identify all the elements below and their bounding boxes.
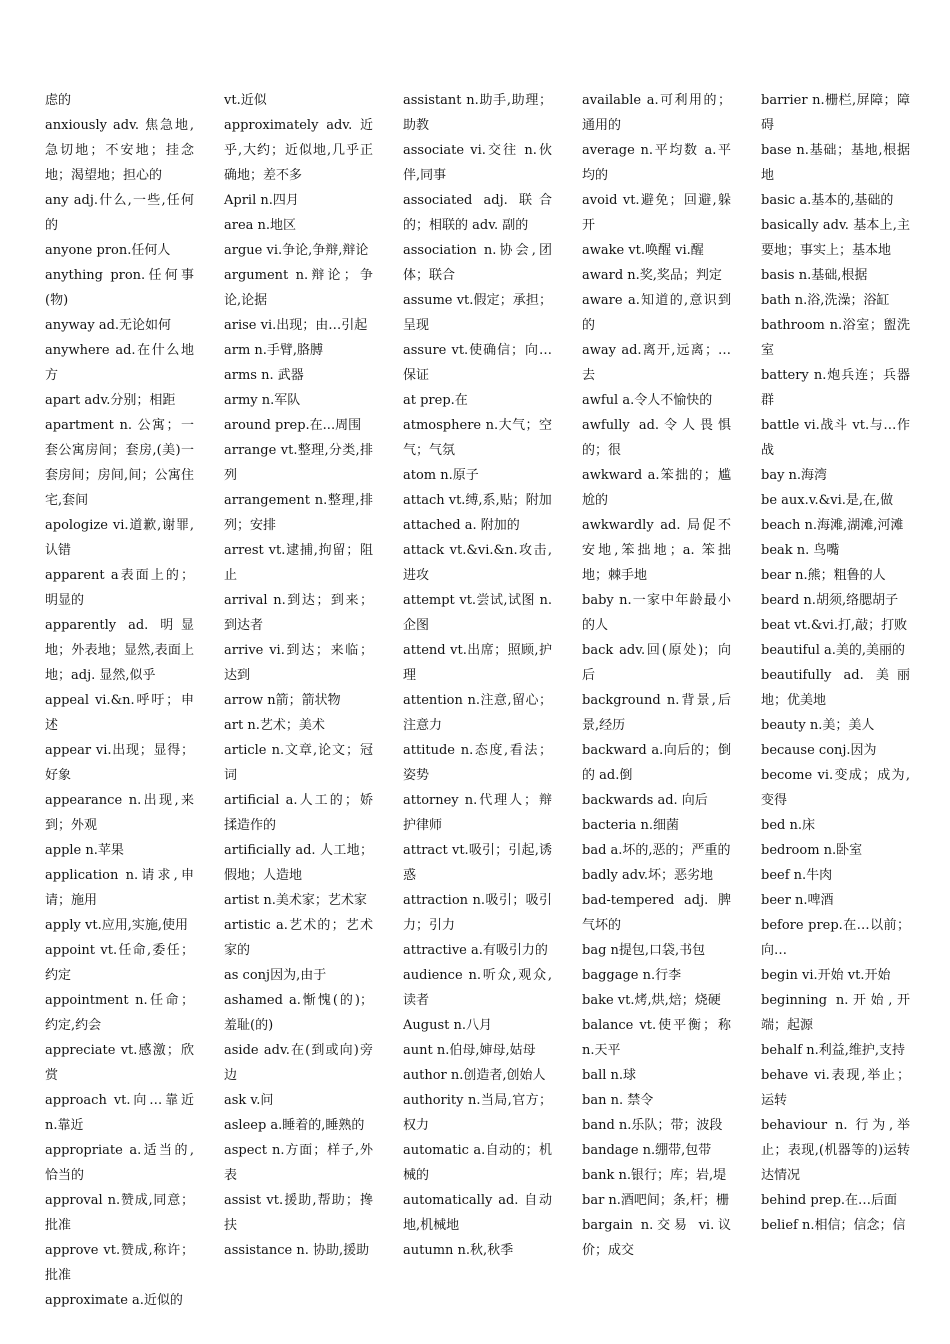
- vocab-entry: as conj因为,由于: [224, 968, 327, 983]
- vocab-entry: appointment n.任命；约定,约会: [45, 993, 194, 1033]
- vocab-entry: belief n.相信；信念；信: [761, 1218, 906, 1233]
- vocab-entry: battery n.炮兵连；兵器群: [761, 368, 910, 408]
- vocab-entry: appear vi.出现；显得；好象: [45, 743, 194, 783]
- vocab-entry: 虑的: [45, 93, 72, 108]
- vocab-entry: apologize vi.道歉,谢罪,认错: [45, 518, 194, 558]
- vocab-entry: assure vt.使确信；向…保证: [403, 343, 552, 383]
- vocab-entry: attitude n.态度,看法；姿势: [403, 743, 552, 783]
- vocab-entry: band n.乐队；带；波段: [582, 1118, 723, 1133]
- vocab-entry: beer n.啤酒: [761, 893, 834, 908]
- vocab-entry: beginning n.开始,开端；起源: [761, 993, 910, 1033]
- vocab-entry: backwards ad. 向后: [582, 793, 708, 808]
- vocab-entry: aspect n.方面；样子,外表: [224, 1143, 373, 1183]
- vocab-entry: associated adj. 联合的；相联的 adv. 副的: [403, 193, 552, 233]
- vocab-entry: awake vt.唤醒 vi.醒: [582, 243, 704, 258]
- vocab-entry: appreciate vt.感激；欣赏: [45, 1043, 194, 1083]
- column-5: [761, 88, 910, 1313]
- vocab-entry: bank n.银行；库；岩,堤: [582, 1168, 727, 1183]
- vocab-entry: beard n.胡须,络腮胡子: [761, 593, 899, 608]
- vocab-entry: assume vt.假定；承担；呈现: [403, 293, 552, 333]
- vocab-entry: appeal vi.&n.呼吁；申述: [45, 693, 194, 733]
- vocab-entry: arm n.手臂,胳膊: [224, 343, 324, 358]
- vocab-entry: award n.奖,奖品；判定: [582, 268, 722, 283]
- vocab-entry: attack vt.&vi.&n.攻击,进攻: [403, 543, 552, 583]
- vocab-entry: arrangement n.整理,排列；安排: [224, 493, 373, 533]
- vocab-entry: basically adv. 基本上,主要地；事实上；基本地: [761, 218, 910, 258]
- vocab-entry: bacteria n.细菌: [582, 818, 680, 833]
- vocab-entry: attached a. 附加的: [403, 518, 520, 533]
- vocab-entry: bed n.床: [761, 818, 815, 833]
- vocab-entry: attraction n.吸引；吸引力；引力: [403, 893, 552, 933]
- vocab-entry: approximately adv. 近乎,大约；近似地,几乎正确地；差不多: [224, 118, 373, 183]
- vocab-entry: because conj.因为: [761, 743, 877, 758]
- vocab-entry: approve vt.赞成,称许；批准: [45, 1243, 194, 1283]
- vocab-entry: avoid vt.避免；回避,躲开: [582, 193, 731, 233]
- vocab-entry: awkward a.笨拙的；尴尬的: [582, 468, 731, 508]
- vocab-entry: approval n.赞成,同意；批准: [45, 1193, 194, 1233]
- vocab-entry: at prep.在: [403, 393, 468, 408]
- vocab-entry: assist vt.援助,帮助；搀扶: [224, 1193, 373, 1233]
- vocab-entry: beauty n.美；美人: [761, 718, 875, 733]
- vocab-entry: away ad.离开,远离；…去: [582, 343, 731, 383]
- vocab-entry: any adj.什么,一些,任何的: [45, 193, 194, 233]
- vocab-entry: aunt n.伯母,婶母,姑母: [403, 1043, 536, 1058]
- vocab-entry: anywhere ad.在什么地方: [45, 343, 194, 383]
- vocab-entry: asleep a.睡着的,睡熟的: [224, 1118, 365, 1133]
- vocab-entry: attractive a.有吸引力的: [403, 943, 548, 958]
- column-4: [582, 88, 731, 1313]
- vocab-entry: battle vi.战斗 vt.与…作战: [761, 418, 910, 458]
- vocab-entry: bad a.坏的,恶的；严重的: [582, 843, 731, 858]
- vocab-entry: audience n.听众,观众,读者: [403, 968, 552, 1008]
- vocab-entry: appearance n.出现,来到；外观: [45, 793, 194, 833]
- vocab-entry: associate vi.交往 n.伙伴,同事: [403, 143, 552, 183]
- vocab-entry: attach vt.缚,系,贴；附加: [403, 493, 552, 508]
- vocab-entry: automatic a.自动的；机械的: [403, 1143, 552, 1183]
- vocab-entry: artificially ad. 人工地；假地；人造地: [224, 843, 373, 883]
- vocab-entry: bath n.浴,洗澡；浴缸: [761, 293, 890, 308]
- vocab-entry: automatically ad. 自动地,机械地: [403, 1193, 552, 1233]
- vocab-entry: aside adv.在(到或向)旁边: [224, 1043, 373, 1083]
- vocab-entry: bargain n.交易 vi.议价；成交: [582, 1218, 731, 1258]
- vocab-entry: autumn n.秋,秋季: [403, 1243, 514, 1258]
- vocab-entry: apparent a表面上的；明显的: [45, 568, 194, 608]
- vocab-entry: bake vt.烤,烘,焙；烧硬: [582, 993, 721, 1008]
- vocab-entry: awkwardly ad. 局促不安地,笨拙地；a. 笨拙地；棘手地: [582, 518, 731, 583]
- vocab-entry: atmosphere n.大气；空气；气氛: [403, 418, 552, 458]
- vocab-entry: apply vt.应用,实施,使用: [45, 918, 188, 933]
- vocab-entry: approximate a.近似的: [45, 1293, 183, 1308]
- vocab-entry: bad-tempered adj. 脾气坏的: [582, 893, 731, 933]
- vocab-entry: apple n.苹果: [45, 843, 124, 858]
- vocab-entry: beef n.牛肉: [761, 868, 833, 883]
- vocab-entry: apartment n. 公寓；一套公寓房间；套房,(美)一套房间；房间,间；公寓住宅,套间: [45, 418, 194, 508]
- vocab-entry: area n.地区: [224, 218, 297, 233]
- vocab-entry: association n.协会,团体；联合: [403, 243, 552, 283]
- vocab-entry: ask v.问: [224, 1093, 274, 1108]
- vocab-entry: April n.四月: [224, 193, 299, 208]
- vocab-entry: approach vt.向…靠近 n.靠近: [45, 1093, 194, 1133]
- vocab-entry: ashamed a.惭愧(的)；羞耻(的): [224, 993, 373, 1033]
- vocab-entry: beat vt.&vi.打,敲；打败: [761, 618, 908, 633]
- vocab-entry: arrival n.到达；到来；到达者: [224, 593, 373, 633]
- vocab-entry: bear n.熊；粗鲁的人: [761, 568, 886, 583]
- vocab-entry: arrest vt.逮捕,拘留；阻止: [224, 543, 373, 583]
- vocab-entry: argue vi.争论,争辩,辩论: [224, 243, 369, 258]
- vocab-entry: beautiful a.美的,美丽的: [761, 643, 906, 658]
- vocab-entry: background n.背景,后景,经历: [582, 693, 731, 733]
- vocab-entry: back adv.回(原处)；向后: [582, 643, 731, 683]
- vocab-entry: arrow n箭；箭状物: [224, 693, 341, 708]
- vocab-entry: baggage n.行李: [582, 968, 682, 983]
- vocab-entry: be aux.v.&vi.是,在,做: [761, 493, 894, 508]
- vocab-entry: attorney n.代理人；辩护律师: [403, 793, 552, 833]
- vocab-entry: beak n. 鸟嘴: [761, 543, 840, 558]
- vocab-entry: ban n. 禁令: [582, 1093, 654, 1108]
- vocab-entry: backward a.向后的；倒的 ad.倒: [582, 743, 731, 783]
- vocab-entry: beautifully ad. 美丽地；优美地: [761, 668, 910, 708]
- vocab-entry: artificial a.人工的；娇揉造作的: [224, 793, 373, 833]
- vocab-entry: atom n.原子: [403, 468, 479, 483]
- vocab-entry: bandage n.绷带,包带: [582, 1143, 712, 1158]
- vocab-entry: argument n.辩论；争论,论据: [224, 268, 373, 308]
- vocab-entry: behave vi.表现,举止；运转: [761, 1068, 910, 1108]
- vocab-entry: bathroom n.浴室；盥洗室: [761, 318, 910, 358]
- vocab-entry: awfully ad.令人畏惧的；很: [582, 418, 731, 458]
- column-2: [224, 88, 373, 1313]
- vocab-entry: before prep.在…以前；向…: [761, 918, 910, 958]
- vocab-entry: aware a.知道的,意识到的: [582, 293, 731, 333]
- vocab-entry: behaviour n. 行为,举止；表现,(机器等的)运转达情况: [761, 1118, 910, 1183]
- vocab-entry: application n.请求,申请；施用: [45, 868, 194, 908]
- vocab-entry: baby n.一家中年龄最小的人: [582, 593, 731, 633]
- vocab-entry: barrier n.栅栏,屏障；障碍: [761, 93, 910, 133]
- vocab-entry: article n.文章,论文；冠词: [224, 743, 373, 783]
- vocab-entry: arrange vt.整理,分类,排列: [224, 443, 373, 483]
- vocab-entry: basis n.基础,根据: [761, 268, 868, 283]
- vocab-entry: anyway ad.无论如何: [45, 318, 172, 333]
- vocab-entry: authority n.当局,官方；权力: [403, 1093, 552, 1133]
- vocab-entry: bay n.海湾: [761, 468, 828, 483]
- vocab-entry: behind prep.在…后面: [761, 1193, 898, 1208]
- vocab-entry: basic a.基本的,基础的: [761, 193, 894, 208]
- vocab-entry: art n.艺术；美术: [224, 718, 325, 733]
- vocab-entry: arrive vi.到达；来临；达到: [224, 643, 373, 683]
- vocab-entry: balance vt.使平衡；称 n.天平: [582, 1018, 731, 1058]
- column-1: [45, 88, 194, 1313]
- vocab-entry: appropriate a.适当的,恰当的: [45, 1143, 194, 1183]
- vocab-entry: base n.基础；基地,根据地: [761, 143, 910, 183]
- vocab-entry: awful a.令人不愉快的: [582, 393, 713, 408]
- vocab-entry: begin vi.开始 vt.开始: [761, 968, 891, 983]
- vocab-entry: anything pron.任何事(物): [45, 268, 194, 308]
- vocab-entry: bar n.酒吧间；条,杆；栅: [582, 1193, 730, 1208]
- vocab-entry: around prep.在...周围: [224, 418, 362, 433]
- vocab-entry: vt.近似: [224, 93, 267, 108]
- vocab-entry: badly adv.坏；恶劣地: [582, 868, 714, 883]
- vocab-entry: bag n提包,口袋,书包: [582, 943, 706, 958]
- vocab-entry: artist n.美术家；艺术家: [224, 893, 367, 908]
- vocab-entry: bedroom n.卧室: [761, 843, 863, 858]
- vocab-entry: average n.平均数 a.平均的: [582, 143, 731, 183]
- vocab-entry: attempt vt.尝试,试图 n.企图: [403, 593, 552, 633]
- vocab-entry: arise vi.出现；由…引起: [224, 318, 368, 333]
- vocab-entry: attend vt.出席；照顾,护理: [403, 643, 552, 683]
- vocab-entry: apart adv.分别；相距: [45, 393, 176, 408]
- column-3: [403, 88, 552, 1313]
- vocab-entry: ball n.球: [582, 1068, 637, 1083]
- vocab-entry: attract vt.吸引；引起,诱惑: [403, 843, 552, 883]
- vocab-entry: beach n.海滩,湖滩,河滩: [761, 518, 904, 533]
- vocabulary-columns: [45, 88, 950, 1313]
- vocab-entry: behalf n.利益,维护,支持: [761, 1043, 906, 1058]
- vocab-entry: apparently ad. 明显地；外表地；显然,表面上地；adj. 显然,似乎: [45, 618, 194, 683]
- vocab-entry: anxiously adv. 焦急地,急切地；不安地；挂念地；渴望地；担心的: [45, 118, 194, 183]
- vocab-entry: artistic a.艺术的；艺术家的: [224, 918, 373, 958]
- vocab-entry: appoint vt.任命,委任；约定: [45, 943, 194, 983]
- vocab-entry: assistant n.助手,助理；助教: [403, 93, 552, 133]
- vocab-entry: assistance n. 协助,援助: [224, 1243, 370, 1258]
- vocab-entry: available a.可利用的；通用的: [582, 93, 731, 133]
- vocab-entry: army n.军队: [224, 393, 301, 408]
- vocab-entry: author n.创造者,创始人: [403, 1068, 546, 1083]
- vocab-entry: August n.八月: [403, 1018, 492, 1033]
- vocab-entry: arms n. 武器: [224, 368, 304, 383]
- vocab-entry: attention n.注意,留心；注意力: [403, 693, 552, 733]
- vocab-entry: anyone pron.任何人: [45, 243, 171, 258]
- vocab-entry: become vi.变成；成为,变得: [761, 768, 910, 808]
